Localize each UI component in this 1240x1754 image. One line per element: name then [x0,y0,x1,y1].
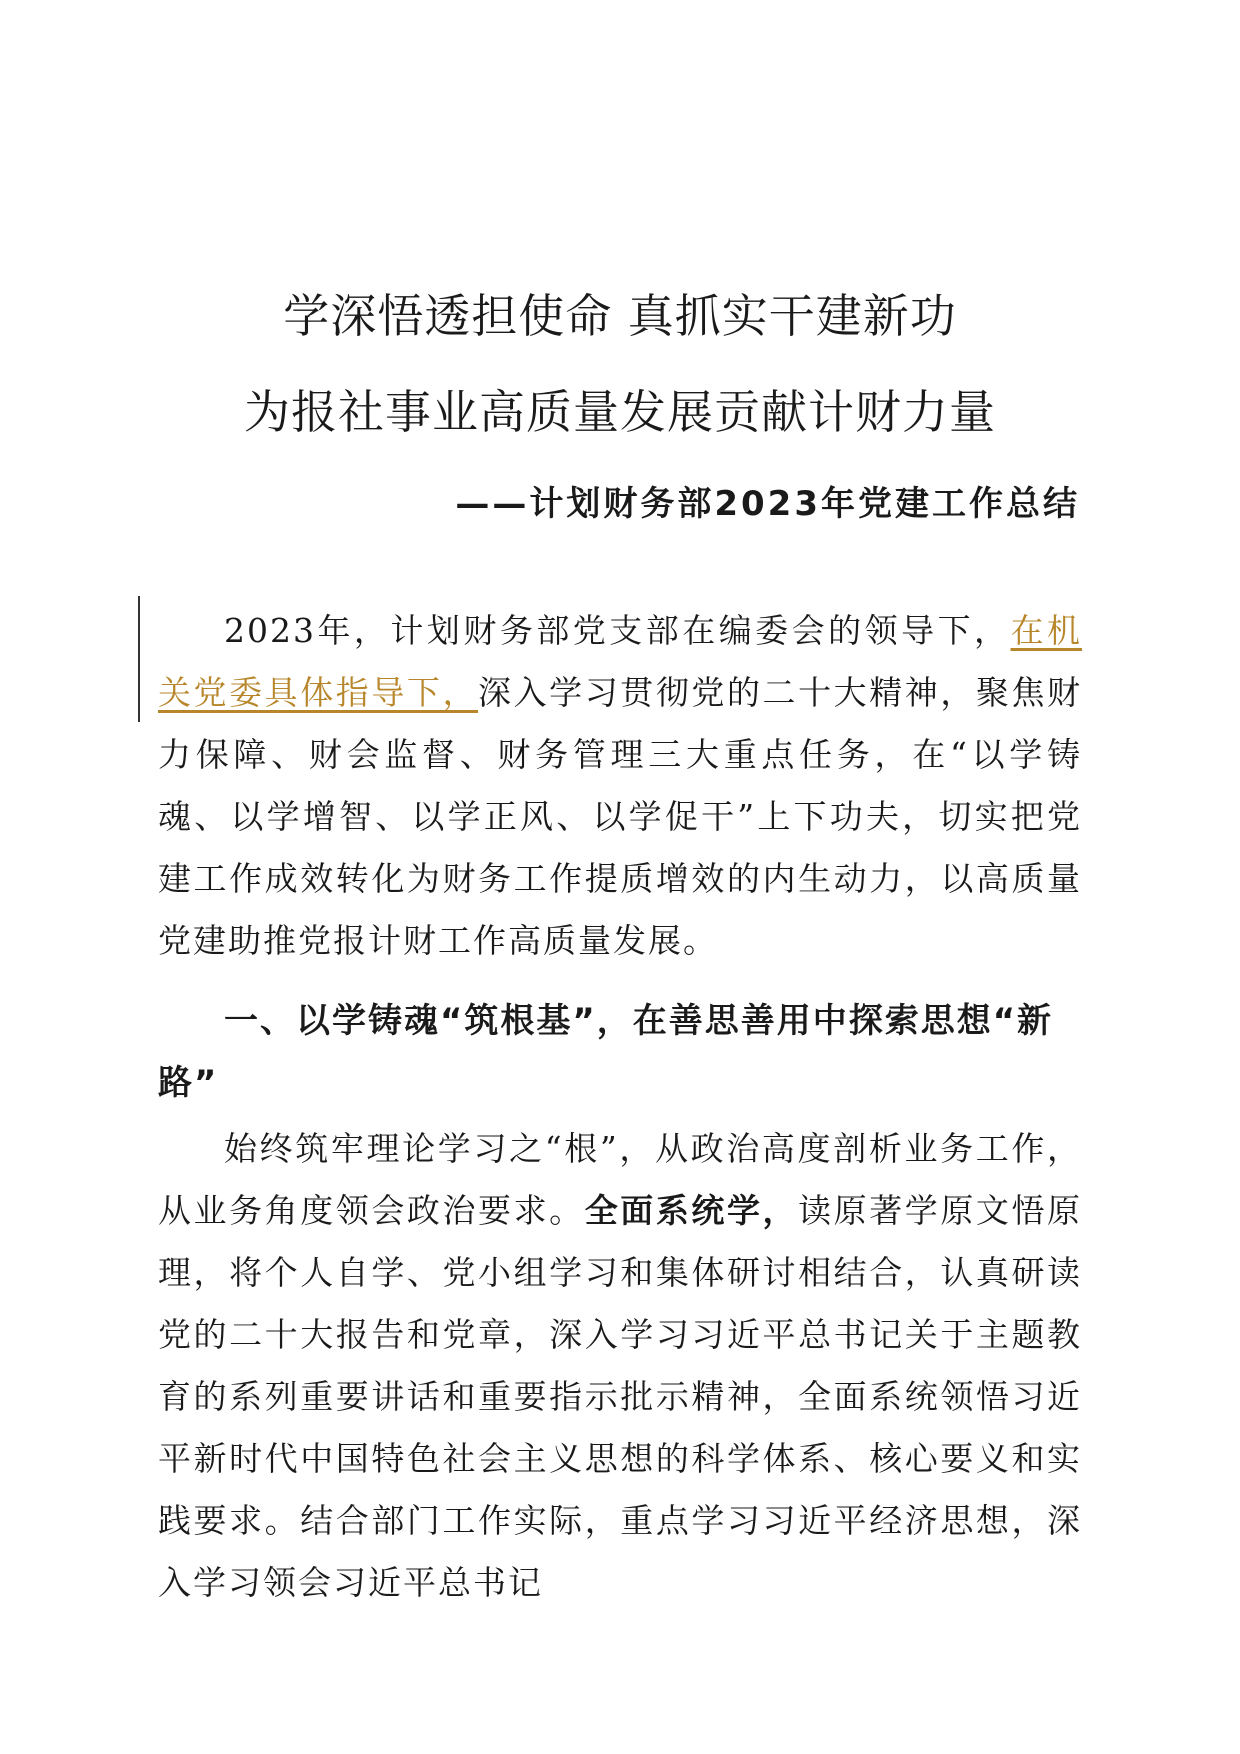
subtitle: ——计划财务部2023年党建工作总结 [455,484,1080,524]
title-line-2: 为报社事业高质量发展贡献计财力量 [244,385,996,439]
section-heading-1: 一、以学铸魂“筑根基”，在善思善用中探索思想“新路” [158,1001,1054,1103]
paragraph-intro-part2: 深入学习贯彻党的二十大精神，聚焦财力保障、财会监督、财务管理三大重点任务，在“以学铸魂、以学增智、以学正风、以学促干”上下功夫，切实把党建工作成效转化为财务工作提质增效的内生动力，以高质量党建助推党报计财工作高质量发展。 [158,673,1083,960]
paragraph-section-1 [158,1118,1082,1614]
tracked-insertion[interactable]: 在机关党委具体指导下， [158,611,1083,712]
revision-change-bar [138,596,140,722]
paragraph-section-1-part1: 始终筑牢理论学习之“根”，从政治高度剖析业务工作，从业务角度领会政治要求。 [158,1129,1082,1230]
bold-phrase: 全面系统学， [584,1191,799,1230]
paragraph-section-1-part2: 读原著学原文悟原理，将个人自学、党小组学习和集体研讨相结合，认真研读党的二十大报告和党章，深入学习习近平总书记关于主题教育的系列重要讲话和重要指示批示精神，全面系统领悟习近平新时代中国特色社会主义思想的科学体系、核心要义和实践要求。结合部门工作实际，重点学习习近平经济思想，深入学习领会习近平总书记 [158,1191,1083,1602]
title-line-1: 学深悟透担使命 真抓实干建新功 [283,289,957,343]
paragraph-intro-part1: 2023年，计划财务部党支部在编委会的领导下， [224,611,1011,650]
paragraph-intro [158,600,1082,972]
